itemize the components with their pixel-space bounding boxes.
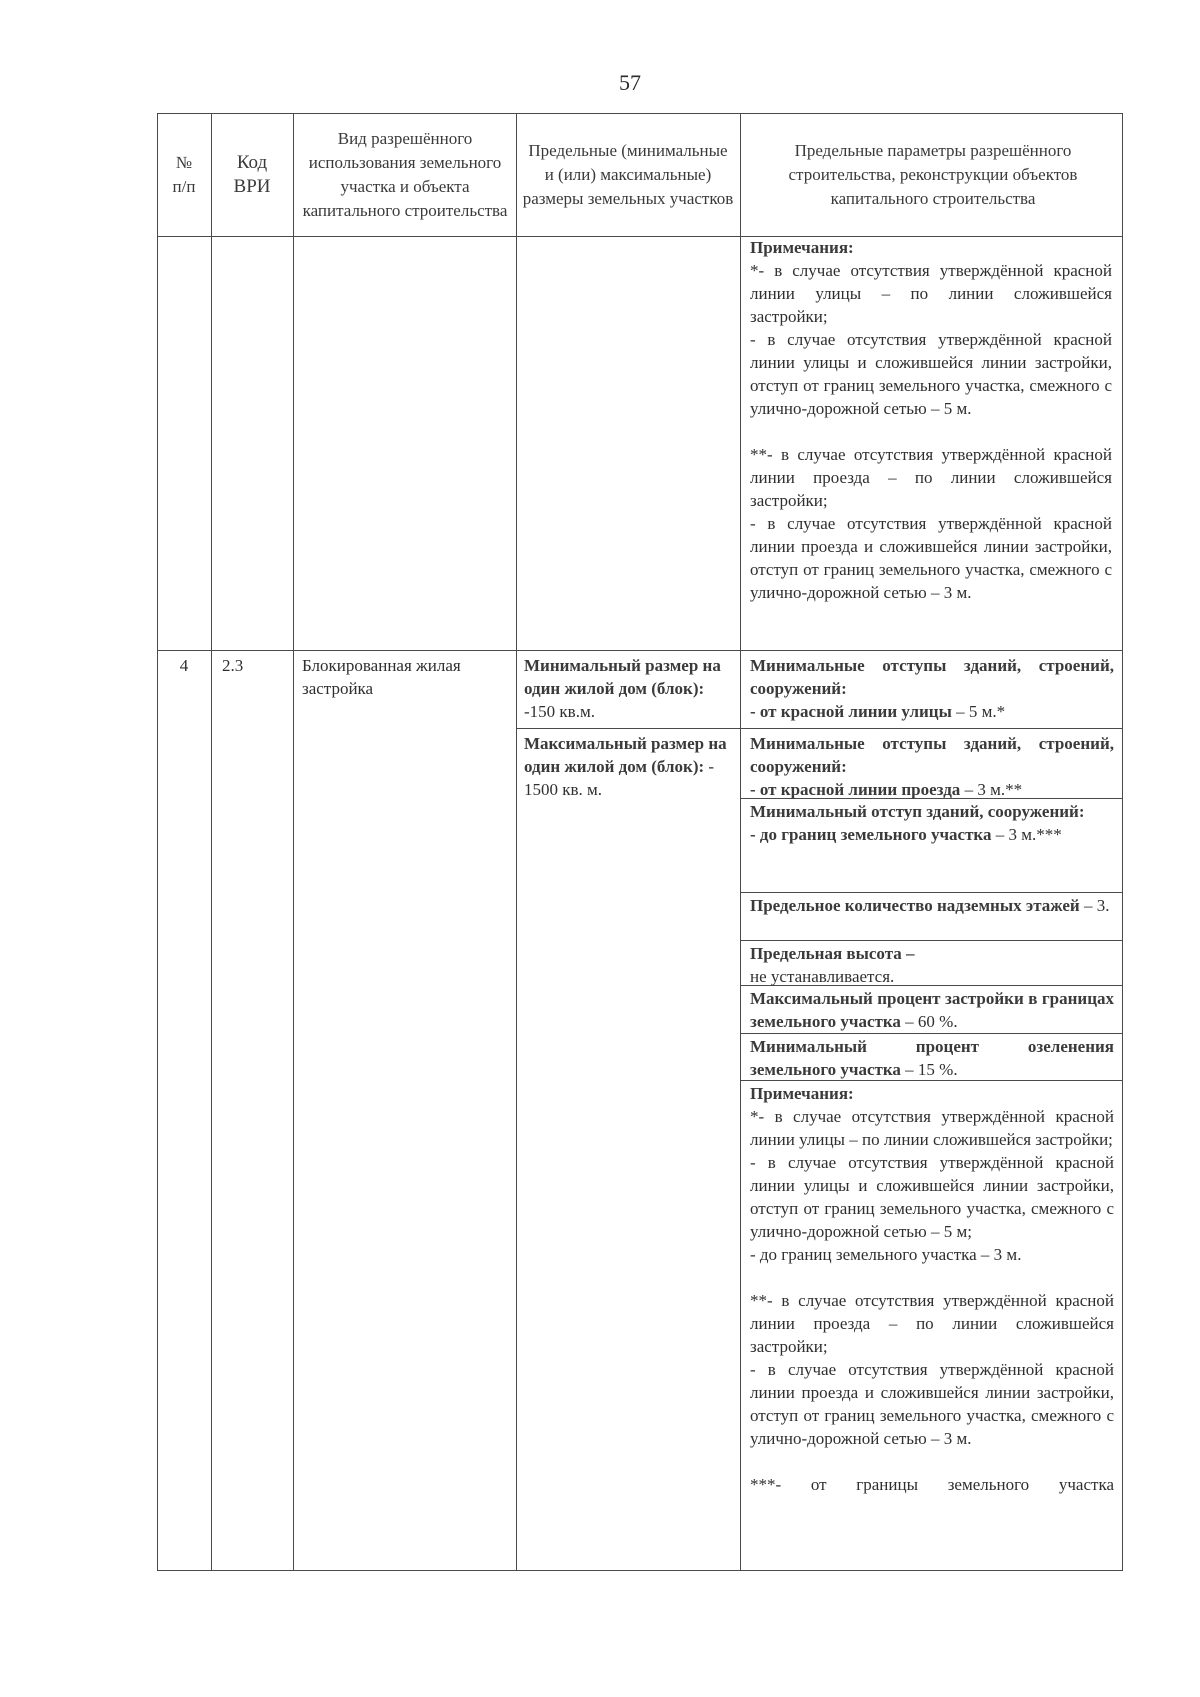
- min-size-label: Минимальный размер на один жилой дом (блок):: [524, 656, 721, 698]
- param-setback-driveway: [750, 732, 1114, 801]
- max-size-value: - 1500 кв. м.: [524, 757, 715, 799]
- continued-notes: [750, 236, 1112, 604]
- param-setback-boundary: [750, 800, 1114, 846]
- param2-label: Минимальные отступы зданий, строений, сооружений:: [750, 734, 1114, 776]
- param7-label: Минимальный процент озеленения земельного участка: [750, 1037, 1114, 1079]
- param3-value: – 3 м.***: [991, 825, 1062, 844]
- row4-min-size: [524, 654, 734, 723]
- header-num: № п/п: [172, 152, 196, 196]
- header-use-type: Вид разрешённого использования земельного участка и объекта капитального строительства: [302, 128, 508, 220]
- row4-note-2: - в случае отсутствия утверждённой красной линии улицы и сложившейся линии застройки, отступ от границ земельного участка, смежного с улично-дорожной сетью – 5 м;: [750, 1153, 1114, 1241]
- param1-sub: - от красной линии улицы: [750, 702, 952, 721]
- header-params: Предельные параметры разрешённого строительства, реконструкции объектов капитального строительства: [788, 140, 1078, 208]
- row4-note-4: **- в случае отсутствия утверждённой красной линии проезда – по линии сложившейся застройки;: [750, 1291, 1114, 1356]
- row4-note-6: ***- от границы земельного участка: [750, 1475, 1114, 1494]
- param2-value: – 3 м.**: [960, 780, 1023, 799]
- row4-num: 4: [179, 656, 189, 675]
- header-code: Код ВРИ: [233, 151, 271, 197]
- param6-label: Максимальный процент застройки в границах земельного участка: [750, 989, 1114, 1031]
- row4-max-size: [524, 732, 734, 801]
- row4-note-1: *- в случае отсутствия утверждённой красной линии улицы – по линии сложившейся застройки;: [750, 1107, 1114, 1149]
- param4-value: – 3.: [1079, 896, 1110, 915]
- param5-value: не устанавливается.: [750, 967, 895, 986]
- param5-label: Предельная высота –: [750, 944, 915, 963]
- continued-note-3: **- в случае отсутствия утверждённой красной линии проезда – по линии сложившейся застройки;: [750, 445, 1112, 510]
- row4-note-5: - в случае отсутствия утверждённой красной линии проезда и сложившейся линии застройки, отступ от границ земельного участка, смежного с улично-дорожной сетью – 3 м.: [750, 1360, 1114, 1448]
- param3-label: Минимальный отступ зданий, сооружений:: [750, 802, 1085, 821]
- continued-note-4: - в случае отсутствия утверждённой красной линии проезда и сложившейся линии застройки, отступ от границ земельного участка, смежного с улично-дорожной сетью – 3 м.: [750, 514, 1112, 602]
- param2-sub: - от красной линии проезда: [750, 780, 961, 799]
- param1-value: – 5 м.*: [951, 702, 1006, 721]
- param-min-greenery: [750, 1035, 1114, 1081]
- row4-note-3: - до границ земельного участка – 3 м.: [750, 1245, 1022, 1264]
- min-size-value: -150 кв.м.: [524, 702, 595, 721]
- continued-notes-title: Примечания:: [750, 238, 854, 257]
- row4-notes-title: Примечания:: [750, 1084, 854, 1103]
- row4-use-type: Блокированная жилая застройка: [302, 656, 461, 698]
- param-setback-street: [750, 654, 1114, 723]
- param-floors: [750, 894, 1114, 917]
- max-size-label: Максимальный размер на один жилой дом (блок):: [524, 734, 727, 776]
- param-max-coverage: [750, 987, 1114, 1033]
- continued-note-2: - в случае отсутствия утверждённой красной линии улицы и сложившейся линии застройки, отступ от границ земельного участка, смежного с улично-дорожной сетью – 5 м.: [750, 330, 1112, 418]
- header-plot-size: Предельные (минимальные и (или) максимальные) размеры земельных участков: [522, 140, 734, 208]
- param-height: [750, 942, 1114, 988]
- param6-value: – 60 %.: [900, 1012, 958, 1031]
- page-number: 57: [619, 70, 641, 95]
- param7-value: – 15 %.: [900, 1060, 958, 1079]
- param3-sub: - до границ земельного участка: [750, 825, 992, 844]
- param4-label: Предельное количество надземных этажей: [750, 896, 1080, 915]
- row4-code: 2.3: [222, 656, 244, 675]
- row4-notes: [750, 1082, 1114, 1496]
- param1-label: Минимальные отступы зданий, строений, сооружений:: [750, 656, 1114, 698]
- continued-note-1: *- в случае отсутствия утверждённой красной линии улицы – по линии сложившейся застройки;: [750, 261, 1112, 326]
